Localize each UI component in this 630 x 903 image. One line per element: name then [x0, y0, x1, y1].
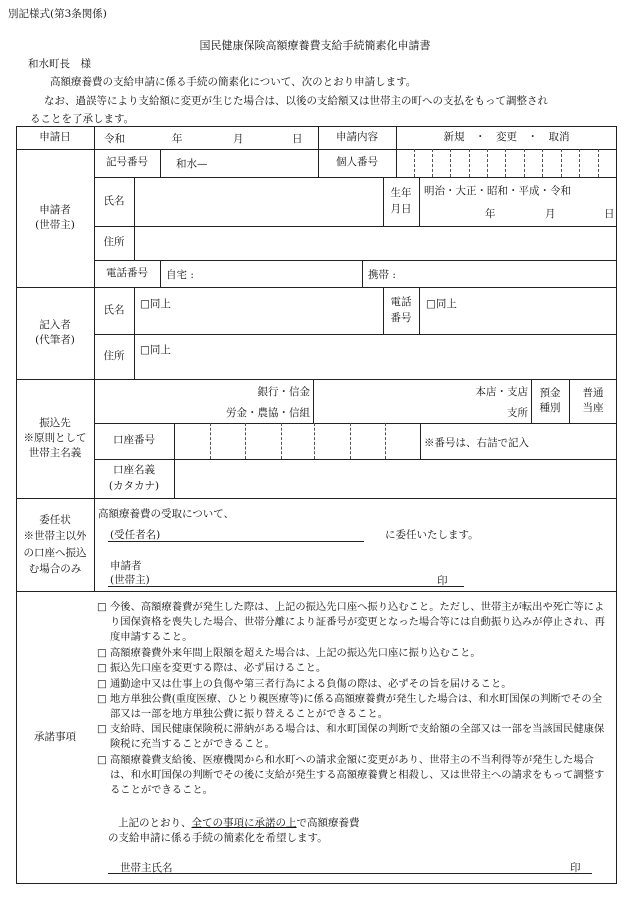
applicant-label-1: 申請者: [39, 203, 71, 216]
consent-emphasis: 全ての事項に承諾の上: [191, 817, 297, 829]
delegation-label-4: む場合のみ: [28, 562, 82, 575]
consent-item-6: □ 支給時、国民健康保険税に滞納がある場合は、和水町国保の判断で支給額の全部又は一部を当該国民健康保険税に充当することができること。: [97, 723, 605, 750]
branch-types-2: 支所: [507, 407, 528, 419]
delegation-applicant-name-field[interactable]: [170, 568, 428, 585]
delegation-text: 高額療養費の受取について、: [98, 508, 235, 520]
date-label: 申請日: [39, 130, 71, 143]
bank-types-1: 銀行・信金: [257, 386, 310, 398]
applicant-address-label: 住所: [103, 236, 125, 249]
delegation-label-2: ※世帯主以外: [23, 530, 87, 543]
birth-month: 月: [545, 208, 556, 220]
account-holder-label-2: (カタカナ): [108, 479, 160, 492]
symbol-label: 記号番号: [106, 156, 148, 169]
intro-line-1: 高額療養費の支給申請に係る手続の簡素化について、次のとおり申請します。: [50, 76, 417, 88]
delegation-applicant-label-2: (世帯主): [110, 574, 150, 586]
deposit-label-2: 種別: [539, 402, 561, 414]
day-label: 日: [292, 133, 303, 145]
year-label: 年: [172, 133, 183, 145]
consent-item-2: □ 高額療養費外来年間上限額を超えた場合は、上記の振込先口座に振り込むこと。: [97, 647, 481, 659]
mobile-phone-label: 携帯 :: [368, 269, 396, 281]
applicant-label: [16, 149, 94, 287]
deposit-label-1: 預金: [539, 386, 561, 399]
delegation-applicant-label-1: 申請者: [110, 560, 142, 572]
home-phone-label: 自宅 :: [166, 269, 194, 281]
phone-label: 電話番号: [106, 266, 148, 279]
householder-seal-mark: 印: [570, 862, 581, 874]
birth-label: [383, 177, 419, 226]
delegation-seal-mark: 印: [437, 575, 448, 587]
consent-item-5: □ 地方単独公費(重度医療、ひとり親医療等)に係る高額療養費が発生した場合は、和水町国保の判断でその全部又は一部を地方単独公費に振り替えることができること。: [97, 693, 602, 720]
birth-day: 日: [604, 208, 615, 220]
content-options[interactable]: 新規 ・ 変更 ・ 取消: [443, 130, 570, 143]
personal-number-field[interactable]: [396, 149, 617, 177]
householder-name-field[interactable]: [180, 856, 560, 872]
delegation-label-1: 委任状: [39, 513, 71, 526]
account-holder-label: [94, 459, 174, 498]
addressee: 和水町長 様: [28, 58, 91, 70]
writer-phone-label-2: 番号: [390, 311, 412, 324]
application-date-field[interactable]: [120, 128, 314, 147]
home-phone-field[interactable]: [200, 262, 360, 285]
deposit-kind-ordinary[interactable]: 普通: [582, 386, 604, 399]
writer-label-1: 記入者: [39, 318, 71, 331]
form-number: 別記様式(第3条関係): [8, 8, 107, 20]
writer-label: [16, 287, 94, 379]
consent-label: 承諾事項: [34, 730, 76, 743]
consent-item-4: □ 通勤途中又は仕事上の負傷や第三者行為による負傷の際は、必ずその旨を届けること。: [97, 678, 512, 690]
account-number-label: 口座番号: [113, 434, 155, 447]
birth-label-1: 生年: [390, 187, 412, 200]
consent-closing-2: の支給申請に係る手続の簡素化を希望します。: [108, 832, 328, 844]
writer-same-phone-checkbox[interactable]: □同上: [426, 298, 457, 310]
consent-item-1: □ 今後、高額療養費が発生した際は、上記の振込先口座へ振り込むこと。ただし、世帯主が転出や死亡等により国保資格を喪失した場合、世帯分離により証番号が変更となった場合等には自動振り込みが停止され、再度申請すること。: [97, 601, 605, 643]
writer-phone-label: [383, 287, 419, 334]
consent-closing-1: 上記のとおり、全ての事項に承諾の上で高額療養費: [118, 817, 360, 829]
applicant-name-field[interactable]: [136, 179, 381, 224]
writer-same-name-checkbox[interactable]: □同上: [140, 298, 171, 310]
deposit-kind-current[interactable]: 当座: [582, 402, 604, 414]
writer-same-address-checkbox[interactable]: □同上: [140, 344, 171, 356]
writer-label-2: (代筆者): [35, 334, 75, 346]
account-number-note: ※番号は、右詰で記入: [424, 437, 529, 449]
delegation-statement: に委任いたします。: [385, 529, 479, 541]
month-label: 月: [233, 133, 244, 145]
writer-name-label: 氏名: [103, 303, 125, 316]
delegatee-label: (受任者名): [110, 529, 161, 541]
writer-phone-label-1: 電話: [390, 296, 412, 309]
content-label: 申請内容: [336, 130, 378, 143]
bank-label-2: ※原則として: [23, 431, 87, 444]
consent-item-7: □ 高額療養費支給後、医療機関から和水町への請求金額に変更があり、世帯主の不当利得等が発生した場合は、和水町国保の判断でその後に支給が発生する高額療養費と相殺し、又は世帯主への請求をもって調整することができること。: [97, 754, 605, 796]
birth-year: 年: [485, 208, 496, 220]
writer-address-label: 住所: [103, 349, 125, 362]
symbol-value: 和水—: [176, 158, 208, 170]
mobile-phone-field[interactable]: [404, 262, 614, 285]
era-label: 令和: [104, 133, 125, 145]
bank-label-1: 振込先: [39, 416, 71, 429]
intro-line-3: ることを了承します。: [30, 113, 135, 125]
account-holder-field[interactable]: [176, 461, 614, 496]
branch-types-1: 本店・支店: [475, 386, 528, 398]
delegation-label-3: の口座へ振込: [23, 546, 87, 559]
personal-number-label: 個人番号: [336, 156, 378, 169]
householder-name-label: 世帯主氏名: [120, 862, 173, 874]
delegatee-name-field[interactable]: [176, 522, 362, 540]
bank-label: [16, 379, 94, 498]
applicant-label-2: (世帯主): [35, 219, 75, 231]
intro-line-2: なお、過誤等により支給額に変更が生じた場合は、以後の支給額又は世帯主の町への支払をもって調整され: [44, 95, 548, 107]
consent-item-3: □ 振込先口座を変更する際は、必ず届けること。: [97, 662, 327, 674]
bank-types-2: 労金・農協・信組: [226, 407, 310, 419]
birth-label-2: 月日: [390, 202, 412, 215]
branch-name-field[interactable]: [316, 382, 466, 420]
deposit-type-label: [531, 379, 569, 423]
account-holder-label-1: 口座名義: [113, 464, 155, 477]
deposit-type-options[interactable]: [569, 379, 617, 423]
applicant-address-field[interactable]: [136, 228, 614, 258]
form-title: 国民健康保険高額療養費支給手続簡素化申請書: [199, 39, 431, 52]
bank-label-3: 世帯主名義: [28, 447, 82, 460]
delegation-label: [16, 498, 94, 591]
applicant-name-label: 氏名: [103, 194, 125, 207]
birth-eras[interactable]: 明治・大正・昭和・平成・令和: [424, 185, 571, 197]
symbol-number-field[interactable]: [220, 151, 312, 175]
